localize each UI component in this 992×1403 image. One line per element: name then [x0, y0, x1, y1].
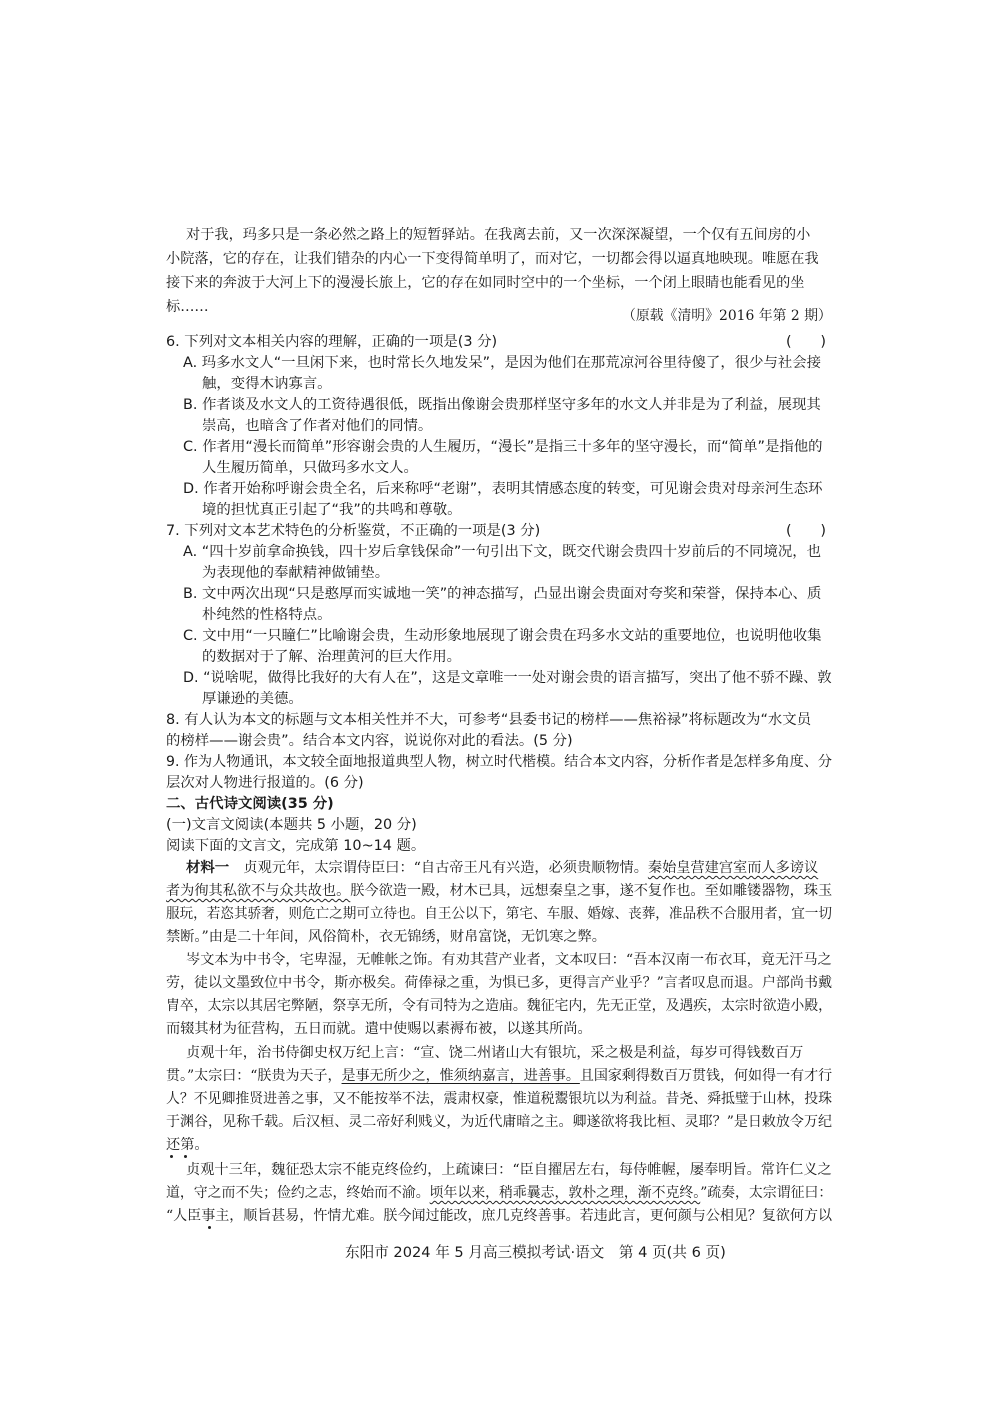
- question-9-cont: 层次对人物进行报道的。(6 分): [166, 775, 364, 791]
- material-line: 服玩，若恣其骄奢，则危亡之期可立待也。自王公以下，第宅、车服、婚嫁、丧葬，准品秩不合服用者，宜一切: [166, 906, 833, 922]
- emphasis-dot: [170, 1155, 173, 1158]
- material-line: 贞观十三年，魏征恐太宗不能克终俭约，上疏谏曰：“臣自擢居左右，每侍帷幄，屡奉明旨。常许仁义之: [186, 1162, 832, 1178]
- option-c: C. 作者用“漫长而简单”形容谢会贵的人生履历，“漫长”是指三十多年的坚守漫长，而“简单”是指他的: [183, 439, 823, 455]
- passage-line: 对于我，玛多只是一条必然之路上的短暂驿站。在我离去前，又一次深深凝望，一个仅有五间房的小: [186, 227, 811, 243]
- option-b-cont: 朴纯然的性格特点。: [202, 607, 332, 623]
- material-line: 者为徇其私欲不与众共故也。朕今欲造一殿，材木已具，远想秦皇之事，遂不复作也。至如雕镂器物，珠玉: [166, 883, 833, 899]
- material-line: 禁断。”由是二十年间，风俗简朴，衣无锦绣，财帛富饶，无饥寒之弊。: [166, 929, 606, 945]
- emphasis-dot: [184, 1155, 187, 1158]
- option-d-cont: 厚谦逊的美德。: [202, 691, 303, 707]
- question-9: 9. 作为人物通讯，本文较全面地报道典型人物，树立时代楷模。结合本文内容，分析作者是怎样多角度、分: [166, 754, 832, 770]
- page-footer: 东阳市 2024 年 5 月高三模拟考试·语文 第 4 页(共 6 页): [345, 1244, 726, 1261]
- material-line: 贯。”太宗曰：“朕贵为天子，是事无所少之，惟须纳嘉言，进善事。且国家剩得数百万贯钱，何如得一有才行: [166, 1068, 833, 1084]
- material-line: 贞观十年，治书侍御史权万纪上言：“宣、饶二州诸山大有银坑，采之极是利益，每岁可得钱数百万: [186, 1045, 804, 1061]
- material-line: 胄卒，太宗以其居宅弊陋，祭享无所，令有司特为之造庙。魏征宅内，先无正堂，及遇疾，太宗时欲造小殿，: [166, 998, 833, 1014]
- emphasis-dot: [208, 1226, 211, 1229]
- wavy-underline: 者为徇其私欲不与众共故也。: [166, 883, 351, 899]
- question-8: 8. 有人认为本文的标题与文本相关性并不大，可参考“县委书记的榜样——焦裕禄”将标题改为“水文员: [166, 712, 812, 728]
- straight-underline: 是事无所少之，惟须纳嘉言，进善事。: [341, 1068, 580, 1084]
- material-line: 人？不见卿推贤进善之事，又不能按举不法，震肃权豪，惟道税鬻银坑以为利益。昔尧、舜抵璧于山林，投珠: [166, 1091, 833, 1107]
- passage-line: 小院落，它的存在，让我们错杂的内心一下变得简单明了，而对它，一切都会得以逼真地映现。唯愿在我: [166, 251, 819, 267]
- wavy-underline: 秦始皇营建宫室而人多谤议: [647, 860, 819, 876]
- material-line: 材料一 贞观元年，太宗谓侍臣曰：“自古帝王凡有兴造，必须贵顺物情。秦始皇营建宫室而人多谤议: [186, 860, 819, 876]
- material-line: 劳，徒以文墨致位中书令，斯亦极矣。荷俸禄之重，为惧已多，更得言产业乎？”言者叹息而退。户部尚书戴: [166, 975, 832, 991]
- section-title: 二、古代诗文阅读(35 分): [166, 796, 334, 812]
- material-line: 而辍其材为征营构，五日而就。遣中使赐以素褥布被，以遂其所尚。: [166, 1021, 592, 1037]
- answer-bracket: ( ): [786, 523, 827, 539]
- option-c-cont: 人生履历简单，只做玛多水文人。: [202, 460, 418, 476]
- option-a: A. 玛多水文人“一旦闲下来，也时常长久地发呆”，是因为他们在那荒凉河谷里待傻了，很少与社会接: [183, 355, 822, 371]
- passage-line: 标……: [166, 299, 209, 315]
- answer-bracket: ( ): [786, 334, 827, 350]
- option-b: B. 作者谈及水文人的工资待遇很低，既指出像谢会贵那样坚守多年的水文人并非是为了利益，展现其: [183, 397, 821, 413]
- material-line: 道，守之而不失；俭约之志，终始而不渝。顷年以来，稍乖曩志，敦朴之理，渐不克终。”疏奏，太宗谓征曰：: [166, 1185, 833, 1201]
- question-8-cont: 的榜样——谢会贵”。结合本文内容，说说你对此的看法。(5 分): [166, 733, 573, 749]
- material-line: “人臣事主，顺旨甚易，忤情尤难。朕今闻过能改，庶几克终善事。若违此言，更何颜与公相见？复欲何方以: [166, 1208, 832, 1224]
- option-a: A. “四十岁前拿命换钱，四十岁后拿钱保命”一句引出下文，既交代谢会贵四十岁前后的不同境况，也: [183, 544, 822, 560]
- wavy-underline: 顷年以来，稍乖曩志，敦朴之理，渐不克终。: [429, 1185, 701, 1201]
- option-d-cont: 境的担忧真正引起了“我”的共鸣和尊敬。: [202, 502, 462, 518]
- material-line: 于渊谷，见称千载。后汉桓、灵二帝好利贱义，为近代庸暗之主。卿遂欲将我比桓、灵耶？”是日敕放令万纪: [166, 1114, 832, 1130]
- option-a-cont: 为表现他的奉献精神做铺垫。: [202, 565, 390, 581]
- material-line: 还第。: [166, 1137, 209, 1153]
- material-line: 岑文本为中书令，宅卑湿，无帷帐之饰。有劝其营产业者，文本叹曰：“吾本汉南一布衣耳，竟无汗马之: [186, 952, 832, 968]
- passage-line: 接下来的奔波于大河上下的漫漫长旅上，它的存在如同时空中的一个坐标，一个闭上眼睛也能看见的坐: [166, 275, 805, 291]
- option-b: B. 文中两次出现“只是憨厚而实诚地一笑”的神态描写，凸显出谢会贵面对夸奖和荣誉，保持本心、质: [183, 586, 822, 602]
- question-7-stem: 7. 下列对文本艺术特色的分析鉴赏，不正确的一项是(3 分): [166, 523, 541, 539]
- material-label: 材料一: [186, 860, 230, 876]
- option-a-cont: 触，变得木讷寡言。: [202, 376, 332, 392]
- option-c: C. 文中用“一只瞳仁”比喻谢会贵，生动形象地展现了谢会贵在玛多水文站的重要地位，也说明他收集: [183, 628, 822, 644]
- question-6-stem: 6. 下列对文本相关内容的理解，正确的一项是(3 分): [166, 334, 498, 350]
- option-b-cont: 崇高，也暗含了作者对他们的同情。: [202, 418, 433, 434]
- section-instruction: 阅读下面的文言文，完成第 10~14 题。: [166, 838, 426, 854]
- option-d: D. “说啥呢，做得比我好的大有人在”，这是文章唯一一处对谢会贵的语言描写，突出了他不骄不躁、敦: [183, 670, 832, 686]
- passage-source: （原载《清明》2016 年第 2 期）: [622, 308, 832, 324]
- section-subtitle: (一)文言文阅读(本题共 5 小题，20 分): [166, 817, 417, 833]
- option-c-cont: 的数据对于了解、治理黄河的巨大作用。: [202, 649, 462, 665]
- option-d: D. 作者开始称呼谢会贵全名，后来称呼“老谢”，表明其情感态度的转变，可见谢会贵对母亲河生态环: [183, 481, 823, 497]
